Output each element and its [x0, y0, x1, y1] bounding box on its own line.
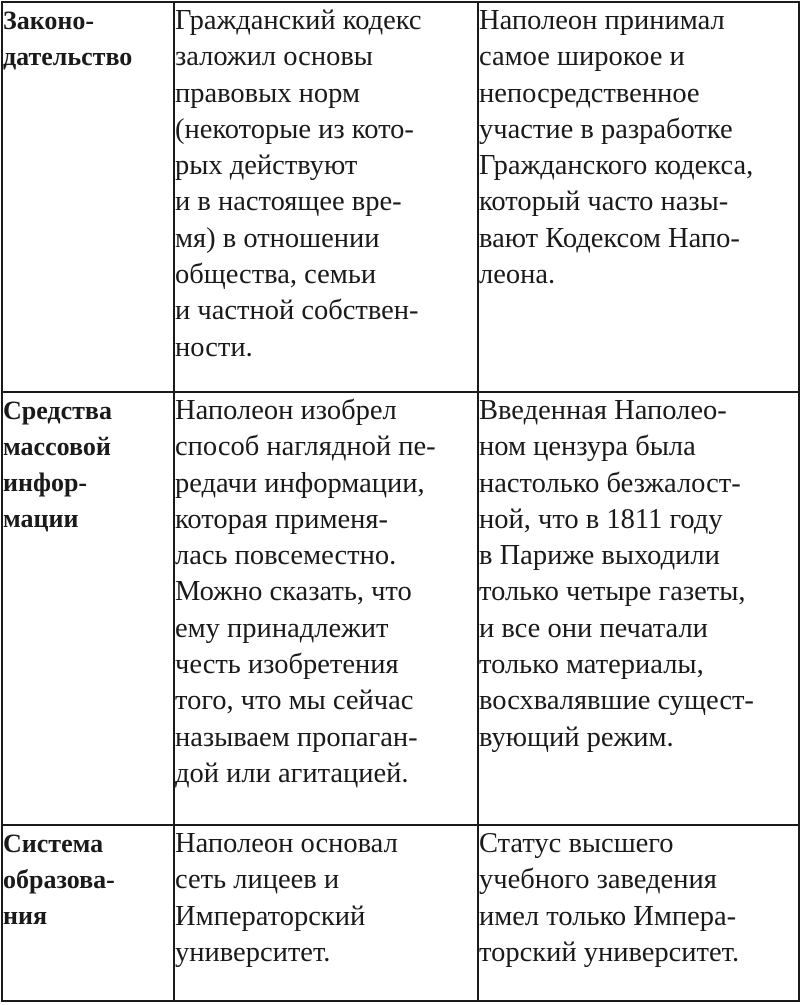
table-row	[2, 825, 799, 1001]
category-line: ния	[3, 901, 48, 930]
achievement-line: мя) в отношении	[175, 222, 380, 254]
table-row	[2, 2, 799, 392]
comment-line: Гражданского кодекса,	[479, 150, 754, 182]
comment-line: Наполеон принимал	[479, 5, 725, 36]
achievement-line: сеть лицеев и	[175, 864, 340, 896]
category-cell	[2, 392, 174, 825]
comment-line: ном цензура была	[479, 431, 696, 463]
comment-line: Статус высшего	[479, 828, 674, 859]
table-row	[2, 392, 799, 825]
comment-line: настолько безжалост-	[479, 467, 741, 499]
comment-line: непосредственное	[479, 77, 700, 109]
achievement-line: заложил основы	[175, 41, 373, 73]
category-line: Средства	[3, 396, 112, 425]
comment-cell	[478, 2, 799, 392]
achievement-line: правовых норм	[175, 77, 360, 109]
comment-line: участие в разработке	[479, 113, 733, 145]
comment-line: только четыре газеты,	[479, 576, 746, 608]
achievement-line: которая применя-	[175, 503, 389, 535]
category-line: массовой	[3, 432, 111, 461]
achievement-line: Наполеон изобрел	[175, 395, 397, 426]
achievement-line: называем пропаган-	[175, 721, 418, 753]
comment-line: имел только Импера-	[479, 900, 737, 932]
comment-line: и все они печатали	[479, 612, 708, 644]
achievement-line: редачи информации,	[175, 467, 425, 499]
achievement-line: Наполеон основал	[175, 828, 398, 859]
comment-line: который часто назы-	[479, 186, 729, 218]
category-line: мации	[3, 504, 79, 533]
comment-line: только материалы,	[479, 649, 704, 681]
comment-line: Введенная Наполео-	[479, 395, 727, 426]
achievement-cell	[174, 392, 478, 825]
comment-cell	[478, 825, 799, 1001]
achievement-line: и в настоящее вре-	[175, 186, 402, 218]
category-line: инфор-	[3, 468, 88, 497]
comment-line: в Париже выходили	[479, 540, 720, 572]
category-cell	[2, 825, 174, 1001]
comment-line: восхвалявшие сущест-	[479, 685, 754, 717]
achievement-line: лась повсеместно.	[175, 540, 397, 572]
comment-line: ной, что в 1811 году	[479, 503, 723, 535]
comment-cell	[478, 392, 799, 825]
achievement-line: честь изобретения	[175, 649, 399, 681]
achievement-line: Императорский	[175, 900, 366, 932]
achievement-line: дой или агитацией.	[175, 757, 409, 789]
achievement-line: университет.	[175, 936, 331, 968]
comment-line: вают Кодексом Напо-	[479, 222, 740, 254]
achievement-line: ности.	[175, 331, 253, 363]
achievement-line: и частной собствен-	[175, 295, 419, 327]
category-line: Законо-	[3, 6, 94, 35]
achievement-line: Можно сказать, что	[175, 576, 412, 608]
achievement-line: (некоторые из кото-	[175, 113, 414, 145]
achievement-line: рых действуют	[175, 150, 358, 182]
comment-line: вующий режим.	[479, 721, 674, 753]
comment-line: леона.	[479, 259, 556, 291]
achievement-cell	[174, 825, 478, 1001]
category-cell	[2, 2, 174, 392]
comment-line: учебного заведения	[479, 864, 717, 896]
achievement-line: общества, семьи	[175, 259, 377, 291]
category-line: дательство	[3, 42, 133, 71]
achievement-cell	[174, 2, 478, 392]
achievement-line: ему принадлежит	[175, 612, 389, 644]
comment-line: самое широкое и	[479, 41, 685, 73]
category-line: образова-	[3, 865, 115, 894]
category-line: Система	[3, 829, 104, 858]
comment-line: торский университет.	[479, 936, 740, 968]
achievement-line: Гражданский кодекс	[175, 5, 422, 36]
achievement-line: способ наглядной пе-	[175, 431, 436, 463]
comparison-table	[1, 1, 800, 1002]
achievement-line: того, что мы сейчас	[175, 685, 414, 717]
